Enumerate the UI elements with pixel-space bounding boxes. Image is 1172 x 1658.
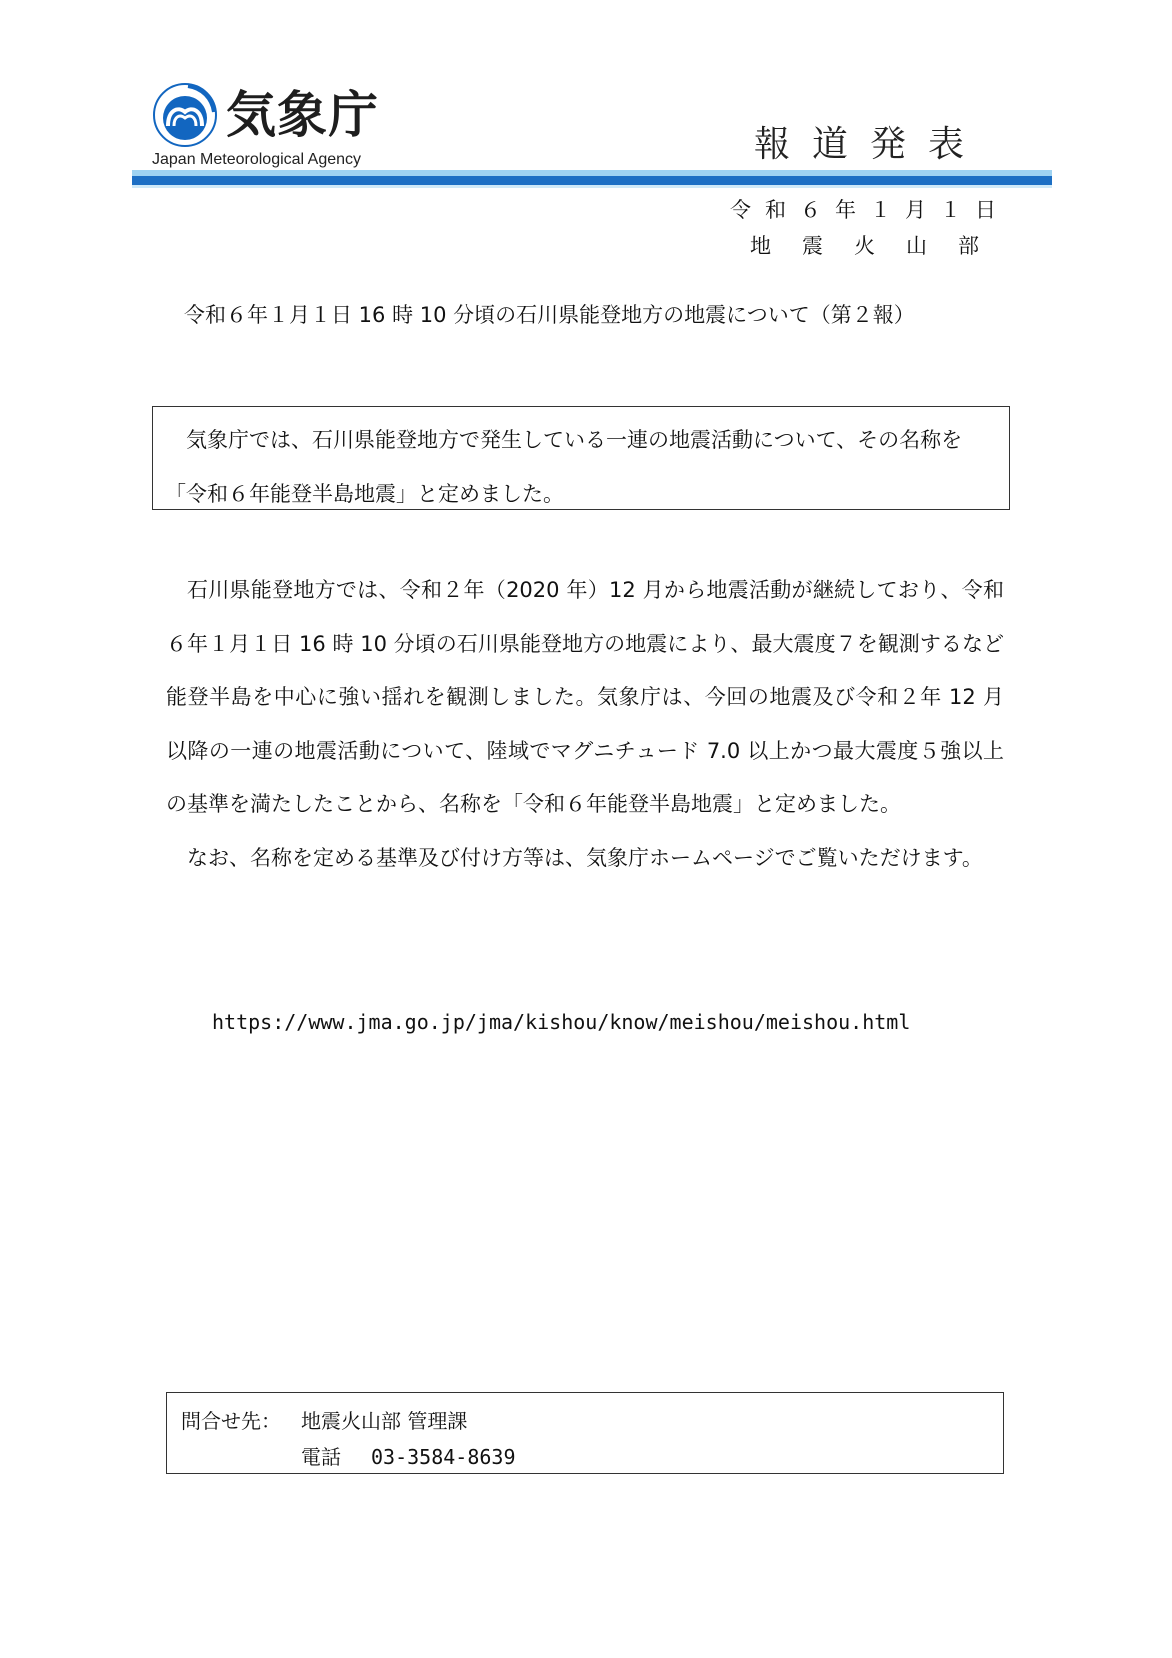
press-release-label: 報道発表 <box>754 124 987 165</box>
agency-name-jp: 気象庁 <box>226 86 379 144</box>
release-date: 令和６年１月１日 <box>730 198 1010 222</box>
agency-name-en: Japan Meteorological Agency <box>152 151 362 168</box>
summary-text: 気象庁では、石川県能登地方で発生している一連の地震活動について、その名称を「令和６年能登半島地震」と定めました。 <box>165 428 963 506</box>
summary-box <box>152 406 1010 510</box>
body-text <box>166 564 1004 885</box>
issuing-department: 地震火山部 <box>750 234 1010 258</box>
body-paragraph-1: 石川県能登地方では、令和２年（2020 年）12 月から地震活動が継続しており、令和６年１月１日 16 時 10 分頃の石川県能登地方の地震により、最大震度７を観測するなど能登半島を中心に強い揺れを観測しました。気象庁は、今回の地震及び令和２年 12 月以降の一連の地震活動について、陸域でマグニチュード 7.0 以上かつ最大震度５強以上の基準を満たしたことから、名称を「令和６年能登半島地震」と定めました。 <box>166 578 1004 816</box>
header-band-dark <box>132 176 1052 185</box>
contact-department: 地震火山部 管理課 <box>301 1409 468 1433</box>
jma-logo <box>152 82 392 172</box>
contact-tel[interactable]: 03-3584-8639 <box>371 1445 516 1469</box>
jma-logo-icon <box>152 82 218 148</box>
contact-label: 問合せ先： <box>181 1409 281 1433</box>
reference-url[interactable]: https://www.jma.go.jp/jma/kishou/know/meishou/meishou.html <box>212 1010 911 1034</box>
contact-tel-label: 電話 <box>301 1445 341 1469</box>
contact-box <box>166 1392 1004 1474</box>
header-band-lighter <box>132 185 1052 188</box>
body-paragraph-2: なお、名称を定める基準及び付け方等は、気象庁ホームページでご覧いただけます。 <box>187 845 983 870</box>
document-title: 令和６年１月１日 16 時 10 分頃の石川県能登地方の地震について（第２報） <box>184 303 915 327</box>
